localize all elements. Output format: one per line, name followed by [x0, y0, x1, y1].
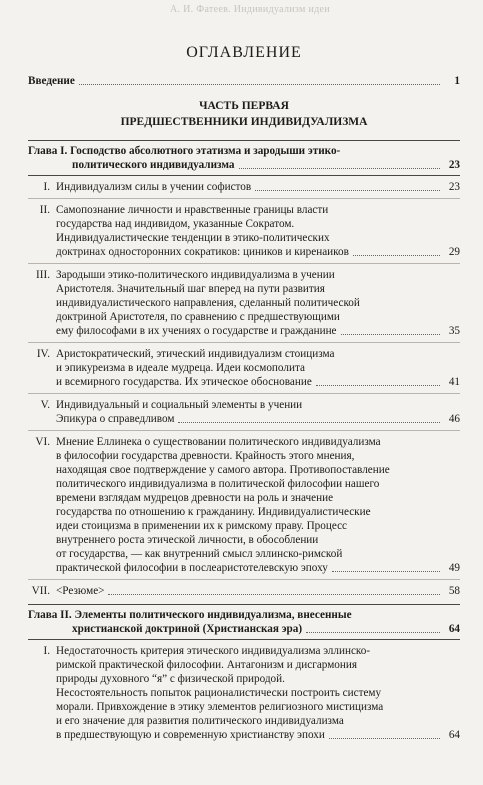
section-text-line: политического индивидуализма в политической философии нашего	[56, 478, 380, 490]
section-text-line: от государства, — как внутренний смысл эллинско-римской	[56, 548, 343, 560]
part-title: ПРЕДШЕСТВЕННИКИ ИНДИВИДУАЛИЗМА	[120, 116, 368, 128]
dot-leader	[79, 84, 440, 85]
section-text-line: Несостоятельность попыток рационалистически построить систему	[56, 687, 382, 699]
entry-label: Введение	[28, 75, 75, 87]
section-text-line: доктринах односторонних сократиков: циников и киренаиков	[56, 246, 349, 258]
toc-chapter-2[interactable]	[28, 604, 460, 640]
section-text-line: Индивидуалистические тенденции в этико-политических	[56, 232, 330, 244]
section-page: 49	[448, 562, 460, 574]
section-text-line: идеи стоицизма в применении их к римскому праву. Процесс	[56, 520, 348, 532]
dot-leader	[353, 255, 440, 256]
section-text-line: и его значение для развития политического индивидуализма	[56, 715, 344, 727]
toc-section[interactable]	[28, 393, 460, 426]
section-text-line: морали. Привхождение в этику элементов религиозного мистицизма	[56, 701, 384, 713]
section-text-line: государства над индивидом, указанные Сократом.	[56, 218, 295, 230]
section-text-line: Самопознание личности и нравственные границы власти	[56, 204, 329, 216]
section-text-line: Мнение Еллинека о существовании политического индивидуализма	[56, 436, 381, 448]
page-title: ОГЛАВЛЕНИЕ	[186, 44, 302, 61]
section-body	[56, 203, 460, 259]
section-text-line: доктриной Аристотеля, по сравнению с предшествующими	[56, 311, 340, 323]
section-text-line: в философии государства древности. Крайность этого мнения,	[56, 450, 355, 462]
table-of-contents-page	[28, 46, 460, 742]
section-page: 46	[448, 413, 460, 425]
section-number: II.	[39, 204, 50, 216]
section-text-line: <Резюме>	[56, 585, 105, 597]
section-text-line: ему философами в их учениях о государстве и гражданине	[56, 325, 337, 337]
section-text-line: Индивидуализм силы в учении софистов	[56, 181, 252, 193]
section-text-line: времени взглядам мудрецов древности на роль и значение	[56, 492, 334, 504]
section-text-line: римской практической философии. Антагонизм и дисгармония	[56, 659, 358, 671]
part-heading	[28, 98, 460, 130]
section-text-line: Аристотеля. Значительный шаг вперед на пути развития	[56, 283, 325, 295]
chapter-1-sections	[28, 180, 460, 598]
section-text-line: природы духовного “я” с физической природой.	[56, 673, 285, 685]
toc-section[interactable]	[28, 579, 460, 598]
section-text-line: Зародыши этико-политического индивидуализма в учении	[56, 269, 335, 281]
toc-section[interactable]	[28, 263, 460, 338]
section-text-line: в предшествующую и современную христианству эпохи	[56, 729, 325, 741]
toc-chapter-1[interactable]	[28, 140, 460, 176]
section-body	[56, 398, 460, 426]
section-page: 35	[448, 325, 460, 337]
section-page: 41	[448, 376, 460, 388]
dot-leader	[329, 738, 440, 739]
section-text-line: практической философии в послеаристотелевскую эпоху	[56, 562, 328, 574]
section-number: VII.	[31, 585, 50, 597]
section-body	[56, 644, 460, 742]
chapter-title-line2: политического индивидуализма	[72, 159, 235, 171]
previous-page-bleed: А. И. Фатеев. Индивидуализм идеи	[170, 4, 330, 15]
section-text-line: индивидуалистического направления, сделанный политической	[56, 297, 360, 309]
part-number: ЧАСТЬ ПЕРВАЯ	[199, 100, 289, 112]
dot-leader	[306, 632, 440, 633]
section-page: 58	[448, 585, 460, 597]
section-page: 29	[448, 246, 460, 258]
chapter-page: 23	[448, 159, 460, 171]
section-text-line: Аристократический, этический индивидуализм стоицизма	[56, 348, 335, 360]
section-number: IV.	[36, 348, 50, 360]
dot-leader	[255, 190, 440, 191]
section-text-line: и всемирного государства. Их этическое обоснование	[56, 376, 312, 388]
section-number: I.	[43, 181, 50, 193]
chapter-title-line2: христианской доктриной (Христианская эра)	[72, 623, 303, 635]
toc-section[interactable]	[28, 198, 460, 259]
dot-leader	[316, 385, 440, 386]
section-page: 23	[448, 181, 460, 193]
section-text-line: государства по отношению к гражданину. Индивидуалистические	[56, 506, 371, 518]
chapter-page: 64	[448, 623, 460, 635]
section-body	[56, 584, 460, 598]
section-text-line: находящая свое подтверждение у самого автора. Противопоставление	[56, 464, 390, 476]
section-number: VI.	[35, 436, 50, 448]
section-body	[56, 435, 460, 575]
section-number: III.	[36, 269, 50, 281]
section-text-line: и эпикуреизма в идеале мудреца. Идеи космополита	[56, 362, 305, 374]
section-text-line: Эпикура о справедливом	[56, 413, 175, 425]
chapter-2-sections	[28, 644, 460, 742]
dot-leader	[108, 594, 440, 595]
section-page: 64	[448, 729, 460, 741]
section-number: V.	[40, 399, 50, 411]
dot-leader	[239, 168, 441, 169]
section-text-line: Индивидуальный и социальный элементы в учении	[56, 399, 303, 411]
section-body	[56, 347, 460, 389]
toc-section[interactable]	[28, 342, 460, 389]
toc-section[interactable]	[28, 180, 460, 194]
chapter-title-line1: Глава II. Элементы политического индивидуализма, внесенные	[28, 609, 352, 621]
toc-entry-introduction[interactable]	[28, 74, 460, 88]
dot-leader	[341, 334, 440, 335]
section-text-line: внутреннего роста этической личности, в обособлении	[56, 534, 319, 546]
toc-section[interactable]	[28, 644, 460, 742]
entry-page: 1	[454, 75, 460, 87]
chapter-title-line1: Глава I. Господство абсолютного этатизма и зародыши этико-	[28, 145, 341, 157]
dot-leader	[332, 571, 440, 572]
section-body	[56, 268, 460, 338]
section-text-line: Недостаточность критерия этического индивидуализма эллинско-	[56, 645, 371, 657]
section-body	[56, 180, 460, 194]
section-number: I.	[43, 645, 50, 657]
toc-section[interactable]	[28, 430, 460, 575]
dot-leader	[178, 422, 440, 423]
